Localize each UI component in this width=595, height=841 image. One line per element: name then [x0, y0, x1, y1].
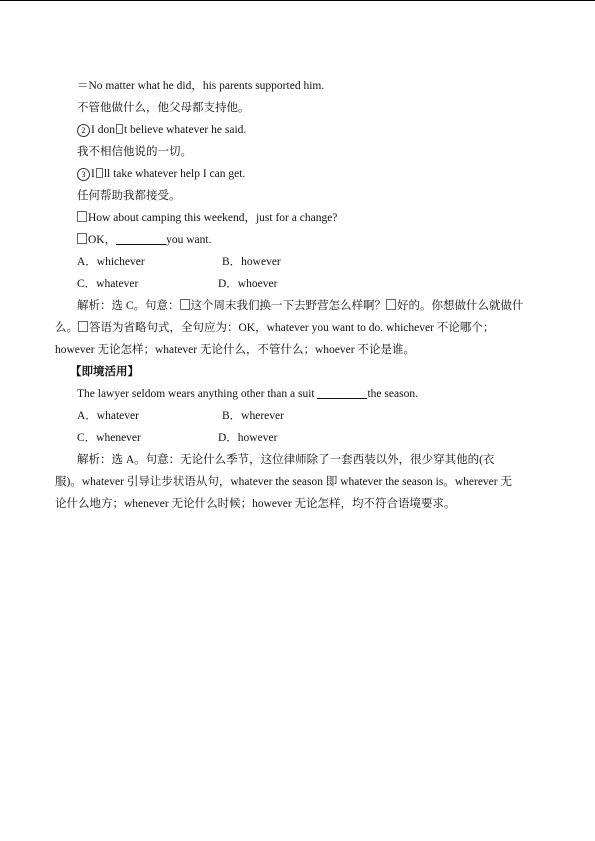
answer-1-line-3: however 无论怎样；whatever 无论什么，不管什么；whoever 不论是谁。	[55, 344, 415, 356]
missing-glyph-box	[78, 321, 88, 332]
text-part: the season.	[367, 388, 418, 400]
page-top-border	[0, 0, 595, 1]
text-part: How about camping this weekend，just for a change?	[88, 212, 338, 224]
q1-option-b: B．however	[222, 256, 281, 268]
answer-2-line-3: 论什么地方；whenever 无论什么时候；however 无论怎样，均不符合语境要求。	[55, 498, 456, 510]
sentence-english-1: ＝No matter what he did，his parents supported him.	[77, 80, 325, 92]
answer-1-line-2	[55, 321, 494, 335]
question-1-prompt	[77, 211, 337, 225]
q2-option-c: C．whenever	[77, 432, 141, 444]
text-part: 解析：选 C。句意：	[77, 300, 180, 312]
section-heading: 【即境活用】	[70, 366, 139, 378]
sentence-english-3	[77, 167, 245, 181]
answer-blank	[317, 387, 367, 399]
q1-option-a: A．whichever	[77, 256, 145, 268]
text-part: 这个周末我们换一下去野营怎么样啊？	[190, 300, 387, 312]
q2-option-d: D．however	[218, 432, 278, 444]
question-1-response	[77, 233, 211, 247]
text-part: ll take whatever help I can get.	[103, 168, 246, 180]
text-part: 答语为省略句式，全句应为：OK，whatever you want to do. whichever 不论哪个；	[89, 322, 495, 334]
circled-number: 2	[77, 124, 90, 137]
question-2-prompt	[77, 387, 418, 401]
text-part: 好的。你想做什么就做什	[397, 300, 524, 312]
missing-glyph-box	[180, 299, 190, 310]
q2-option-b: B．wherever	[222, 410, 284, 422]
answer-2-line-1: 解析：选 A。句意：无论什么季节，这位律师除了一套西装以外，很少穿其他的(衣	[77, 454, 495, 466]
missing-glyph-box	[116, 124, 123, 134]
missing-glyph-box	[77, 211, 87, 222]
sentence-chinese-2: 我不相信他说的一切。	[77, 146, 192, 158]
sentence-chinese-1: 不管他做什么，他父母都支持他。	[77, 102, 250, 114]
answer-2-line-2: 服)。whatever 引导让步状语从句，whatever the season 即 whatever the season is。wherever 无	[55, 476, 512, 488]
q1-option-c: C．whatever	[77, 278, 139, 290]
sentence-english-2	[77, 123, 246, 137]
text-part: you want.	[166, 234, 212, 246]
missing-glyph-box	[96, 168, 103, 178]
answer-1-line-1	[77, 299, 524, 313]
text-part: I	[91, 168, 95, 180]
answer-blank	[116, 233, 166, 245]
text-part: t believe whatever he said.	[123, 124, 247, 136]
text-part: OK，	[88, 234, 117, 246]
text-part: 么。	[55, 322, 78, 334]
sentence-chinese-3: 任何帮助我都接受。	[77, 190, 181, 202]
missing-glyph-box	[77, 233, 87, 244]
circled-number: 3	[77, 168, 90, 181]
text-part: I don	[91, 124, 115, 136]
text-part: The lawyer seldom wears anything other than a suit	[77, 388, 315, 400]
missing-glyph-box	[386, 299, 396, 310]
q2-option-a: A．whatever	[77, 410, 139, 422]
q1-option-d: D．whoever	[218, 278, 278, 290]
